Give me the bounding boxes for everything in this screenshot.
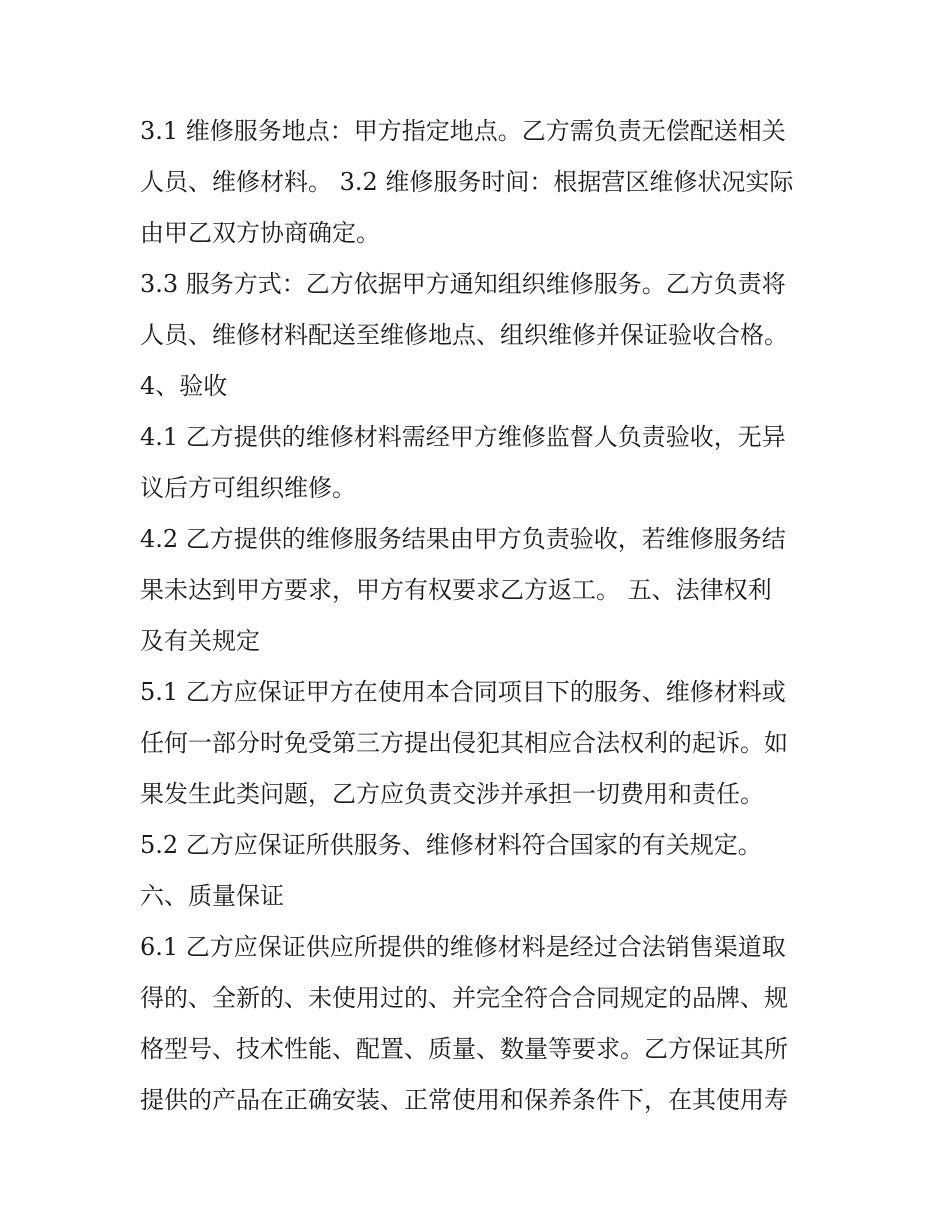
section-heading: 六、质量保证 [140,882,284,910]
text-line: 3.1 维修服务地点：甲方指定地点。乙方需负责无偿配送相关 [140,117,786,145]
text-line: 得的、全新的、未使用过的、并完全符合合同规定的品牌、规 [140,984,788,1012]
text-line: 4.2 乙方提供的维修服务结果由甲方负责验收，若维修服务结 [140,525,786,553]
text-line: 3.3 服务方式：乙方依据甲方通知组织维修服务。乙方负责将 [140,270,786,298]
text-line: 格型号、技术性能、配置、质量、数量等要求。乙方保证其所 [140,1035,788,1063]
text-line: 议后方可组织维修。 [140,474,356,502]
text-line: 果发生此类问题，乙方应负责交涉并承担一切费用和责任。 [140,780,764,808]
text-line: 人员、维修材料配送至维修地点、组织维修并保证验收合格。 [140,321,788,349]
text-line: 5.1 乙方应保证甲方在使用本合同项目下的服务、维修材料或 [140,678,786,706]
text-line: 任何一部分时免受第三方提出侵犯其相应合法权利的起诉。如 [140,729,788,757]
text-line: 果未达到甲方要求，甲方有权要求乙方返工。 五、法律权利 [140,576,772,604]
section-heading: 4、验收 [140,372,228,400]
text-line: 由甲乙双方协商确定。 [140,219,380,247]
text-line: 提供的产品在正确安装、正常使用和保养条件下，在其使用寿 [140,1086,788,1114]
text-line: 4.1 乙方提供的维修材料需经甲方维修监督人负责验收，无异 [140,423,786,451]
text-line: 人员、维修材料。 3.2 维修服务时间：根据营区维修状况实际 [140,168,794,196]
text-line: 及有关规定 [140,627,260,655]
text-line: 5.2 乙方应保证所供服务、维修材料符合国家的有关规定。 [140,831,762,859]
text-line: 6.1 乙方应保证供应所提供的维修材料是经过合法销售渠道取 [140,933,786,961]
document-body [140,106,820,1126]
